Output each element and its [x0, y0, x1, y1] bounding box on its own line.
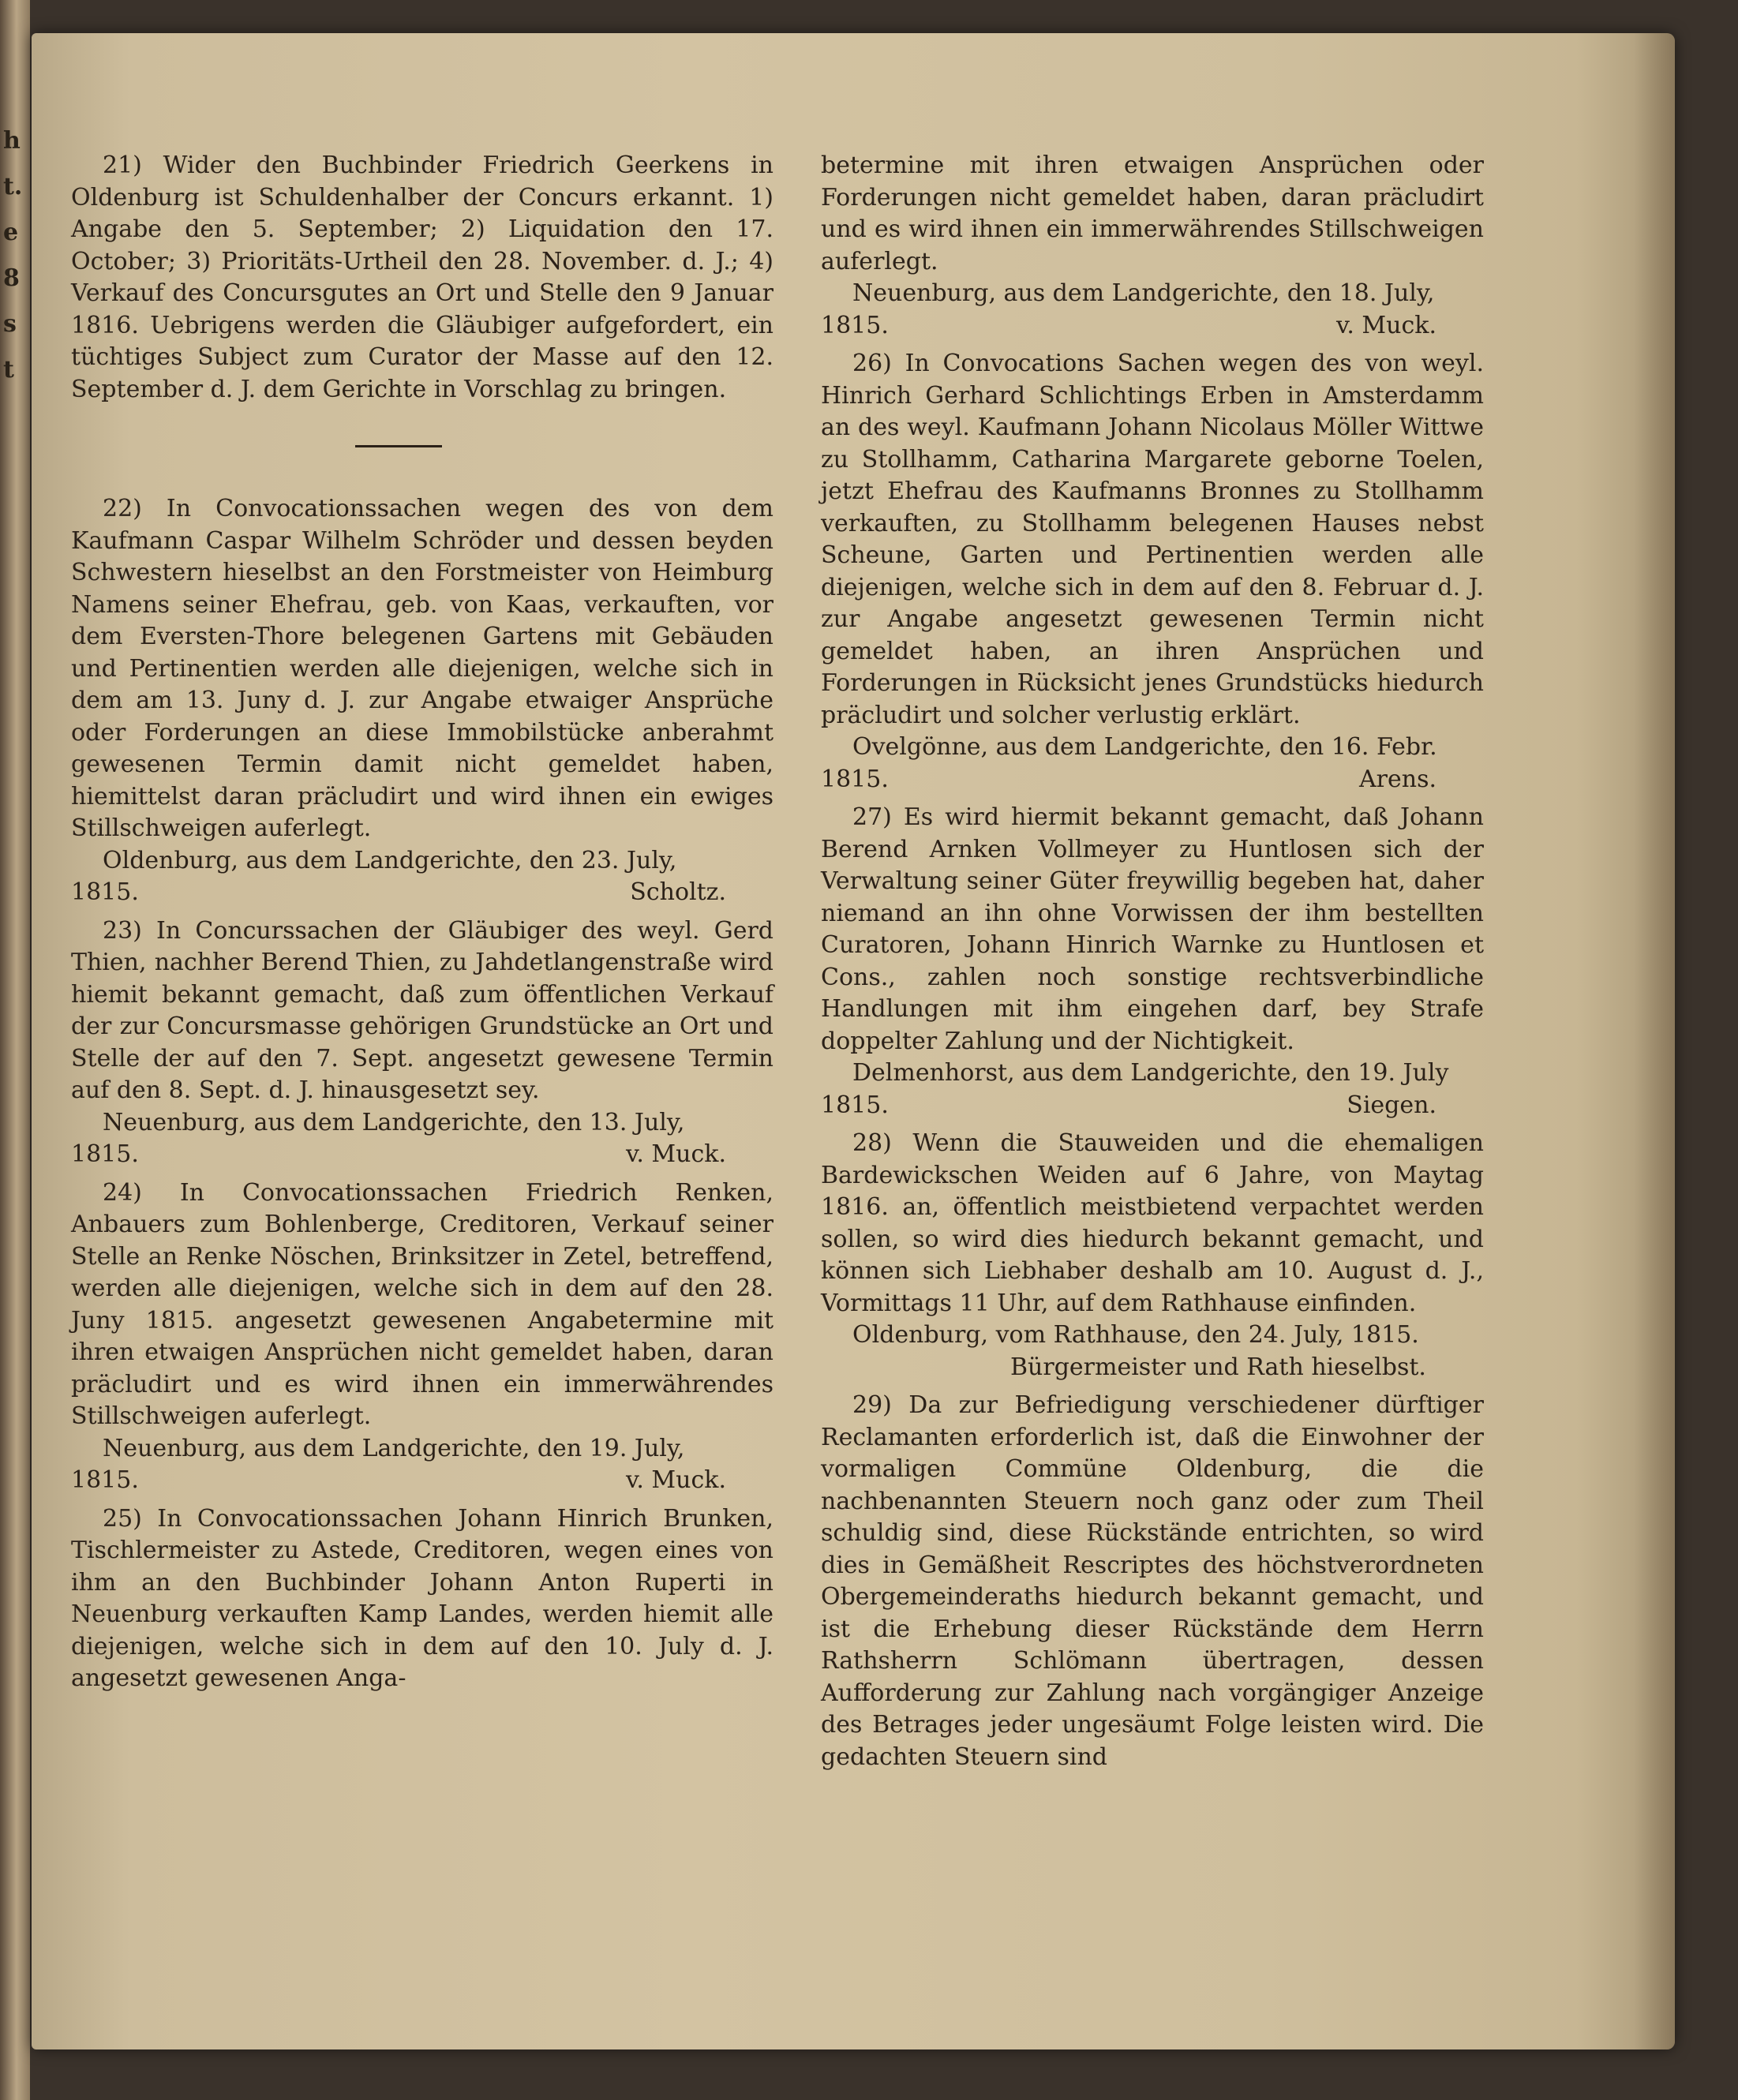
- page-edge-shadow: [1634, 33, 1675, 2049]
- notice-26-year: 1815.: [821, 765, 889, 793]
- previous-page-edge-letters: h t. e 8 s t: [3, 127, 23, 384]
- notice-23-signature: v. Muck.: [625, 1140, 726, 1168]
- notice-26-signature-line: [821, 764, 1484, 796]
- notice-26-signature: Arens.: [1358, 765, 1436, 793]
- notice-25-continued: [821, 150, 1484, 342]
- notice-25-continuation: betermine mit ihren etwaigen Ansprüchen oder Forderungen nicht gemeldet haben, daran präcludirt und es wird ihnen ein immerwährendes Stillschweigen auferlegt.: [821, 152, 1484, 275]
- notice-25-body: 25) In Convocationssachen Johann Hinrich Brunken, Tischlermeister zu Astede, Creditoren, wegen eines von ihm an den Buchbinder Johann Anton Ruperti in Neuenburg verkauften Kamp Landes, werden hiemit alle diejenigen, welche sich in dem auf den 10. July d. J. angesetzt gewesenen Anga-: [71, 1504, 773, 1692]
- notice-28-body: 28) Wenn die Stauweiden und die ehemaligen Bardewickschen Weiden auf 6 Jahre, von Maytag 1816. an, öffentlich meistbietend verpachtet werden sollen, so wird dies hiedurch bekannt gemacht, und können sich Liebhaber deshalb am 10. August d. J., Vormittags 11 Uhr, auf dem Rathhause einfinden.: [821, 1129, 1484, 1317]
- notice-22-signature: Scholtz.: [630, 878, 726, 906]
- notice-22-dateline: Oldenburg, aus dem Landgerichte, den 23. July,: [103, 846, 677, 874]
- notice-23: [71, 915, 773, 1171]
- notice-27: [821, 802, 1484, 1121]
- notice-25-dateline: Neuenburg, aus dem Landgerichte, den 18. July,: [852, 279, 1435, 307]
- left-column: [71, 150, 773, 1701]
- notice-24: [71, 1177, 773, 1497]
- notice-21-body: 21) Wider den Buchbinder Friedrich Geerkens in Oldenburg ist Schuldenhalber der Concurs erkannt. 1) Angabe den 5. September; 2) Liquidation den 17. October; 3) Prioritäts-Urtheil den 28. November. d. J.; 4) Verkauf des Concursgutes an Ort und Stelle den 9 Januar 1816. Uebrigens werden die Gläubiger aufgefordert, ein tüchtiges Subject zum Curator der Masse auf den 12. September d. J. dem Gerichte in Vorschlag zu bringen.: [71, 152, 773, 403]
- notice-26-body: 26) In Convocations Sachen wegen des von weyl. Hinrich Gerhard Schlichtings Erben in Amsterdamm an des weyl. Kaufmann Johann Nicolaus Möller Wittwe zu Stollhamm, Catharina Margarete geborne Toelen, jetzt Ehefrau des Kaufmanns Bronnes zu Stollhamm verkauften, zu Stollhamm belegenen Hauses nebst Scheune, Garten und Pertinentien werden alle diejenigen, welche sich in dem auf den 8. Februar d. J. zur Angabe angesetzt gewesenen Termin nicht gemeldet haben, an ihren Ansprüchen und Forderungen in Rücksicht jenes Grundstücks hiedurch präcludirt und solcher verlustig erklärt.: [821, 350, 1484, 729]
- notice-28-signature: Bürgermeister und Rath hieselbst.: [1010, 1353, 1426, 1381]
- notice-26-dateline: Ovelgönne, aus dem Landgerichte, den 16. Febr.: [852, 733, 1437, 761]
- notice-27-signature: Siegen.: [1347, 1091, 1436, 1119]
- notice-27-signature-line: [821, 1090, 1484, 1122]
- notice-29: [821, 1390, 1484, 1773]
- notice-28-dateline: Oldenburg, vom Rathhause, den 24. July, 1815.: [852, 1321, 1419, 1349]
- notice-29-body: 29) Da zur Befriedigung verschiedener dürftiger Reclamanten erforderlich ist, daß die Einwohner der vormaligen Commüne Oldenburg, die die nachbenannten Steuern noch ganz oder zum Theil schuldig sind, diese Rückstände entrichten, so wird dies in Gemäßheit Rescriptes des höchstverordneten Obergemeinderaths hiedurch bekannt gemacht, und ist die Erhebung dieser Rückstände dem Herrn Rathsherrn Schlömann übertragen, dessen Aufforderung zur Zahlung nach vorgängiger Anzeige des Betrages jeder ungesäumt Folge leisten wird. Die gedachten Steuern sind: [821, 1391, 1484, 1771]
- right-column: [821, 150, 1484, 1780]
- notice-26: [821, 348, 1484, 795]
- notice-25: [71, 1503, 773, 1695]
- notice-23-year: 1815.: [71, 1140, 139, 1168]
- notice-22-signature-line: [71, 877, 773, 909]
- previous-page-edge: [0, 0, 30, 2100]
- notice-21: [71, 150, 773, 406]
- section-divider: [355, 445, 442, 447]
- notice-24-signature: v. Muck.: [625, 1466, 726, 1494]
- notice-23-dateline: Neuenburg, aus dem Landgerichte, den 13. July,: [103, 1108, 685, 1136]
- notice-27-year: 1815.: [821, 1091, 889, 1119]
- notice-28: [821, 1128, 1484, 1383]
- notice-25-signature: v. Muck.: [1335, 311, 1436, 339]
- notice-23-signature-line: [71, 1139, 773, 1171]
- notice-24-body: 24) In Convocationssachen Friedrich Renken, Anbauers zum Bohlenberge, Creditoren, Verkauf seiner Stelle an Renke Nöschen, Brinksitzer in Zetel, betreffend, werden alle diejenigen, welche sich in dem auf den 28. Juny 1815. angesetzt gewesenen Angabetermine mit ihren etwaigen Ansprüchen nicht gemeldet haben, daran präcludirt und es wird ihnen ein immerwährendes Stillschweigen auferlegt.: [71, 1178, 773, 1430]
- notice-27-dateline: Delmenhorst, aus dem Landgerichte, den 19. July: [852, 1059, 1449, 1087]
- newspaper-page: [32, 33, 1675, 2049]
- notice-24-dateline: Neuenburg, aus dem Landgerichte, den 19. July,: [103, 1434, 685, 1462]
- notice-25-year: 1815.: [821, 311, 889, 339]
- notice-24-year: 1815.: [71, 1466, 139, 1494]
- notice-22: [71, 493, 773, 909]
- notice-22-body: 22) In Convocationssachen wegen des von dem Kaufmann Caspar Wilhelm Schröder und dessen beyden Schwestern hieselbst an den Forstmeister von Heimburg Namens seiner Ehefrau, geb. von Kaas, verkauften, vor dem Eversten-Thore belegenen Gartens mit Gebäuden und Pertinentien werden alle diejenigen, welche sich in dem am 13. Juny d. J. zur Angabe etwaiger Ansprüche oder Forderungen an diese Immobilstücke anberahmt gewesenen Termin damit nicht gemeldet haben, hiemittelst daran präcludirt und wird ihnen ein ewiges Stillschweigen auferlegt.: [71, 495, 773, 842]
- notice-25-signature-line: [821, 310, 1484, 343]
- notice-22-year: 1815.: [71, 878, 139, 906]
- notice-23-body: 23) In Concurssachen der Gläubiger des weyl. Gerd Thien, nachher Berend Thien, zu Jahdetlangenstraße wird hiemit bekannt gemacht, daß zum öffentlichen Verkauf der zur Concursmasse gehörigen Grundstücke an Ort und Stelle der auf den 7. Sept. angesetzt gewesene Termin auf den 8. Sept. d. J. hinausgesetzt sey.: [71, 916, 773, 1104]
- notice-24-signature-line: [71, 1465, 773, 1497]
- notice-27-body: 27) Es wird hiermit bekannt gemacht, daß Johann Berend Arnken Vollmeyer zu Huntlosen sich der Verwaltung seiner Güter freywillig begeben hat, daher niemand an ihn ohne Vorwissen der ihm bestellten Curatoren, Johann Hinrich Warnke zu Huntlosen et Cons., zahlen noch sonstige rechtsverbindliche Handlungen mit ihm eingehen darf, bey Strafe doppelter Zahlung und der Nichtigkeit.: [821, 803, 1484, 1055]
